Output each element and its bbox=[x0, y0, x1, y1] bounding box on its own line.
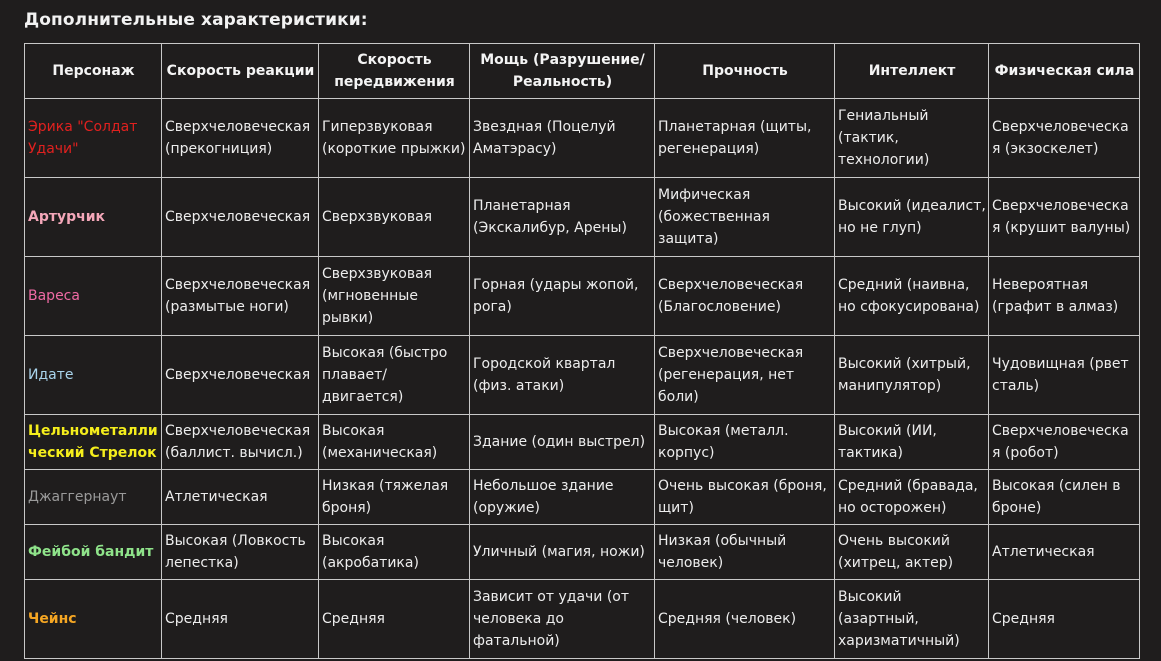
power-cell: Небольшое здание (оружие) bbox=[470, 470, 655, 525]
table-row bbox=[25, 580, 1140, 659]
intellect-cell: Высокий (ИИ, тактика) bbox=[835, 415, 989, 470]
column-header-character: Персонаж bbox=[25, 44, 162, 99]
strength-cell: Средняя bbox=[989, 580, 1140, 659]
intellect-cell: Высокий (хитрый, манипулятор) bbox=[835, 336, 989, 415]
power-cell: Зависит от удачи (от человека до фатальной) bbox=[470, 580, 655, 659]
intellect-cell: Очень высокий (хитрец, актер) bbox=[835, 525, 989, 580]
reaction-speed-cell: Сверхчеловеческая (прекогниция) bbox=[162, 99, 319, 178]
column-header-strength: Физическая сила bbox=[989, 44, 1140, 99]
reaction-speed-cell: Сверхчеловеческая (баллист. вычисл.) bbox=[162, 415, 319, 470]
intellect-cell: Средний (бравада, но осторожен) bbox=[835, 470, 989, 525]
durability-cell: Сверхчеловеческая (регенерация, нет боли) bbox=[655, 336, 835, 415]
character-name: Цельнометаллический Стрелок bbox=[25, 415, 162, 470]
table-row bbox=[25, 415, 1140, 470]
movement-speed-cell: Высокая (механическая) bbox=[319, 415, 470, 470]
power-cell: Горная (удары жопой, рога) bbox=[470, 257, 655, 336]
column-header-durability: Прочность bbox=[655, 44, 835, 99]
strength-cell: Атлетическая bbox=[989, 525, 1140, 580]
column-header-movement-speed: Скорость передвижения bbox=[319, 44, 470, 99]
reaction-speed-cell: Сверхчеловеческая (размытые ноги) bbox=[162, 257, 319, 336]
durability-cell: Средняя (человек) bbox=[655, 580, 835, 659]
power-cell: Здание (один выстрел) bbox=[470, 415, 655, 470]
strength-cell: Сверхчеловеческая (робот) bbox=[989, 415, 1140, 470]
table-body bbox=[25, 99, 1140, 659]
character-name: Артурчик bbox=[25, 178, 162, 257]
power-cell: Городской квартал (физ. атаки) bbox=[470, 336, 655, 415]
character-name: Чейнс bbox=[25, 580, 162, 659]
intellect-cell: Высокий (азартный, харизматичный) bbox=[835, 580, 989, 659]
table-row bbox=[25, 336, 1140, 415]
table-row bbox=[25, 178, 1140, 257]
reaction-speed-cell: Высокая (Ловкость лепестка) bbox=[162, 525, 319, 580]
character-name: Вареса bbox=[25, 257, 162, 336]
power-cell: Уличный (магия, ножи) bbox=[470, 525, 655, 580]
column-header-power: Мощь (Разрушение/ Реальность) bbox=[470, 44, 655, 99]
movement-speed-cell: Высокая (быстро плавает/ двигается) bbox=[319, 336, 470, 415]
reaction-speed-cell: Средняя bbox=[162, 580, 319, 659]
column-header-reaction-speed: Скорость реакции bbox=[162, 44, 319, 99]
page-title: Дополнительные характеристики: bbox=[24, 10, 368, 30]
reaction-speed-cell: Атлетическая bbox=[162, 470, 319, 525]
strength-cell: Сверхчеловеческая (крушит валуны) bbox=[989, 178, 1140, 257]
intellect-cell: Высокий (идеалист, но не глуп) bbox=[835, 178, 989, 257]
character-name: Эрика "Солдат Удачи" bbox=[25, 99, 162, 178]
intellect-cell: Средний (наивна, но сфокусирована) bbox=[835, 257, 989, 336]
durability-cell: Очень высокая (броня, щит) bbox=[655, 470, 835, 525]
character-name: Фейбой бандит bbox=[25, 525, 162, 580]
character-name: Идате bbox=[25, 336, 162, 415]
movement-speed-cell: Высокая (акробатика) bbox=[319, 525, 470, 580]
characteristics-table bbox=[24, 43, 1140, 659]
reaction-speed-cell: Сверхчеловеческая bbox=[162, 178, 319, 257]
strength-cell: Высокая (силен в броне) bbox=[989, 470, 1140, 525]
reaction-speed-cell: Сверхчеловеческая bbox=[162, 336, 319, 415]
power-cell: Звездная (Поцелуй Аматэрасу) bbox=[470, 99, 655, 178]
header-row bbox=[25, 44, 1140, 99]
durability-cell: Высокая (металл. корпус) bbox=[655, 415, 835, 470]
strength-cell: Невероятная (графит в алмаз) bbox=[989, 257, 1140, 336]
durability-cell: Планетарная (щиты, регенерация) bbox=[655, 99, 835, 178]
table-row bbox=[25, 257, 1140, 336]
table-row bbox=[25, 470, 1140, 525]
strength-cell: Чудовищная (рвет сталь) bbox=[989, 336, 1140, 415]
durability-cell: Сверхчеловеческая (Благословение) bbox=[655, 257, 835, 336]
movement-speed-cell: Гиперзвуковая (короткие прыжки) bbox=[319, 99, 470, 178]
column-header-intellect: Интеллект bbox=[835, 44, 989, 99]
intellect-cell: Гениальный (тактик, технологии) bbox=[835, 99, 989, 178]
durability-cell: Низкая (обычный человек) bbox=[655, 525, 835, 580]
movement-speed-cell: Средняя bbox=[319, 580, 470, 659]
character-name: Джаггернаут bbox=[25, 470, 162, 525]
movement-speed-cell: Низкая (тяжелая броня) bbox=[319, 470, 470, 525]
movement-speed-cell: Сверхзвуковая bbox=[319, 178, 470, 257]
table-row bbox=[25, 99, 1140, 178]
movement-speed-cell: Сверхзвуковая (мгновенные рывки) bbox=[319, 257, 470, 336]
durability-cell: Мифическая (божественная защита) bbox=[655, 178, 835, 257]
power-cell: Планетарная (Экскалибур, Арены) bbox=[470, 178, 655, 257]
table-header bbox=[25, 44, 1140, 99]
table-row bbox=[25, 525, 1140, 580]
strength-cell: Сверхчеловеческая (экзоскелет) bbox=[989, 99, 1140, 178]
